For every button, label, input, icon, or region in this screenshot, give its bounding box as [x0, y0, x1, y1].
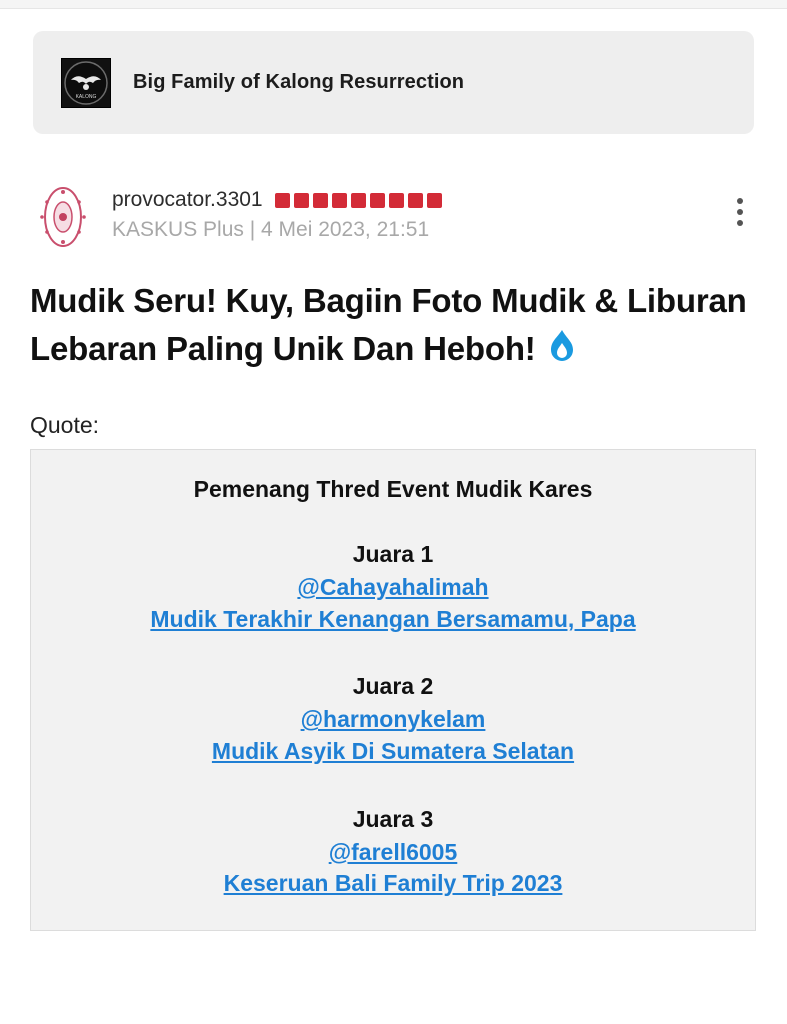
winner-username-link[interactable]: @farell6005	[328, 838, 458, 865]
reputation-dot	[294, 193, 309, 208]
reputation-dot	[351, 193, 366, 208]
winner-entry	[49, 673, 737, 767]
reputation-badge	[275, 193, 442, 208]
page-title	[30, 280, 757, 376]
author-name[interactable]: provocator.3301	[112, 188, 263, 211]
reputation-dot	[389, 193, 404, 208]
post-title-text: Mudik Seru! Kuy, Bagiin Foto Mudik & Liburan Lebaran Paling Unik Dan Heboh!	[30, 282, 747, 367]
post-meta: KASKUS Plus | 4 Mei 2023, 21:51	[112, 218, 430, 241]
reputation-dot	[332, 193, 347, 208]
post-container	[0, 182, 787, 931]
winner-entry	[49, 806, 737, 900]
quote-box	[30, 449, 756, 931]
svg-text:KALONG: KALONG	[75, 93, 97, 100]
status-bar	[0, 0, 787, 9]
winner-rank: Juara 2	[352, 673, 434, 700]
community-name: Big Family of Kalong Resurrection	[133, 71, 465, 93]
reputation-dot	[275, 193, 290, 208]
reputation-dot	[408, 193, 423, 208]
post-header	[30, 182, 757, 250]
winner-entry	[49, 541, 737, 635]
winner-rank: Juara 1	[352, 540, 434, 567]
kalong-badge-icon	[61, 58, 111, 108]
winner-thread-link[interactable]: Mudik Asyik Di Sumatera Selatan	[211, 738, 575, 765]
winner-username-link[interactable]: @harmonykelam	[300, 706, 486, 733]
winner-username-link[interactable]: @Cahayahalimah	[297, 573, 489, 600]
hot-flame-icon	[545, 328, 579, 376]
community-card[interactable]	[33, 31, 754, 134]
reputation-dot	[427, 193, 442, 208]
winner-rank: Juara 3	[352, 805, 434, 832]
winner-thread-link[interactable]: Mudik Terakhir Kenangan Bersamamu, Papa	[150, 605, 636, 632]
winner-thread-link[interactable]: Keseruan Bali Family Trip 2023	[223, 870, 563, 897]
reputation-dot	[313, 193, 328, 208]
avatar[interactable]	[30, 184, 96, 250]
quote-title: Pemenang Thred Event Mudik Kares	[193, 475, 593, 502]
quote-label: Quote:	[30, 411, 100, 438]
kebab-menu-icon[interactable]	[727, 196, 753, 228]
reputation-dot	[370, 193, 385, 208]
author-block	[112, 182, 442, 242]
